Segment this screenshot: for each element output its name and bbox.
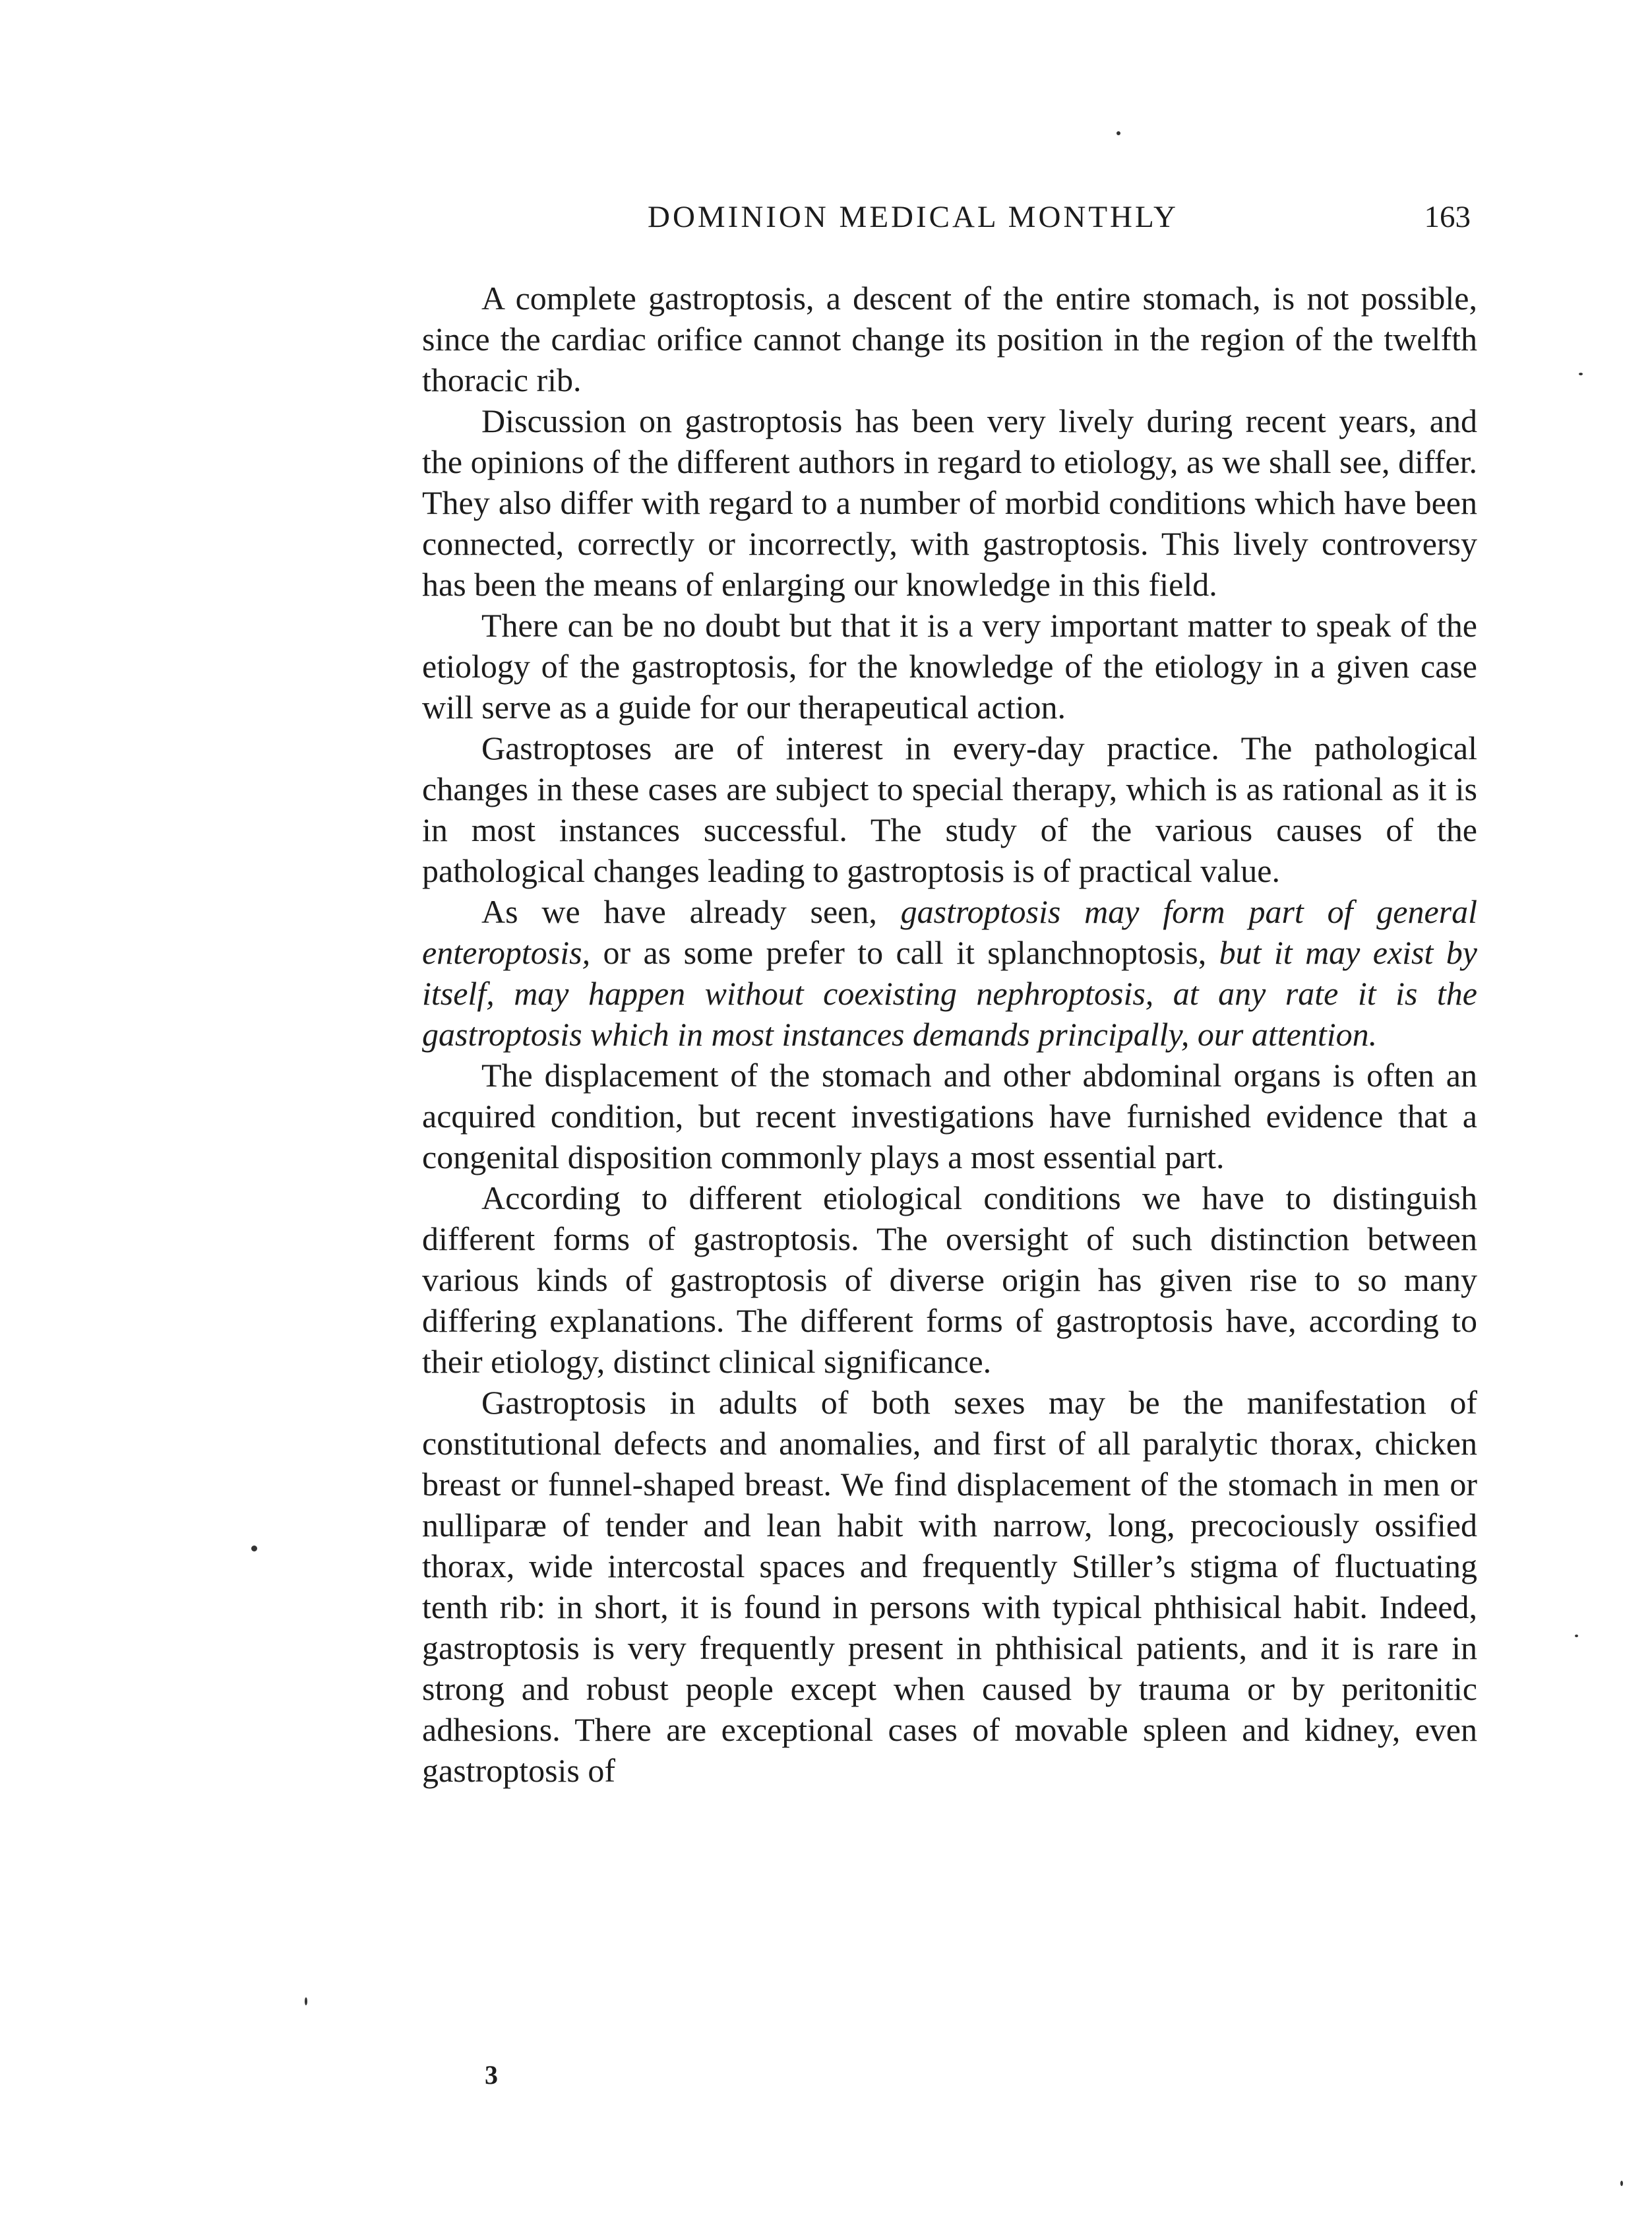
signature-mark: 3 [485,2060,498,2090]
scan-speck [1575,1635,1578,1637]
paragraph-5-italic-b: but it may exist by itself, may happen without coexisting nephroptosis, at any rate it is the gastroptosis which in most instances demands principally, our attention. [422,934,1477,1053]
page-number: 163 [1424,200,1471,234]
paragraph-5 [422,891,1477,1055]
scan-speck [1620,2181,1623,2186]
paragraph-7: According to different etiological conditions we have to distinguish different forms of gastroptosis. The oversight of such distinction between various kinds of gastroptosis of diverse origin has given rise to so many differing explanations. The different forms of gastroptosis have, according to their etiology, distinct clinical significance. [422,1179,1477,1380]
paragraph-4: Gastroptoses are of interest in every-day practice. The pathological changes in these cases are subject to special therapy, which is as rational as it is in most instances successful. The study of the various causes of the pathological changes leading to gastroptosis is of practical value. [422,730,1477,889]
running-title: DOMINION MEDICAL MONTHLY [648,200,1178,234]
paragraph-5-italic-a: gastroptosis may form part of general enteroptosis, [422,893,1478,971]
scan-speck [1579,373,1583,375]
paragraph-2: Discussion on gastroptosis has been very lively during recent years, and the opinions of the different authors in regard to etiology, as we shall see, differ. They also differ with regard to a number of morbid conditions which have been connected, correctly or incorrectly, with gastroptosis. This lively controversy has been the means of enlarging our knowledge in this field. [422,402,1477,603]
page-header [422,199,1477,252]
paragraph-8: Gastroptosis in adults of both sexes may be the manifestation of constitutional defects and anomalies, and first of all paralytic thorax, chicken breast or funnel-shaped breast. We find displacement of the stomach in men or nulliparæ of tender and lean habit with narrow, long, precociously ossified thorax, wide intercostal spaces and frequently Stiller’s stigma of fluctuating tenth rib: in short, it is found in persons with typical phthisical habit. Indeed, gastroptosis is very frequently present in phthisical patients, and it is rare in strong and robust people except when caused by trauma or by peritonitic adhesions. There are exceptional cases of movable spleen and kidney, even gastroptosis of [422,1384,1477,1789]
scan-speck [251,1546,257,1551]
paragraph-1: A complete gastroptosis, a descent of the entire stomach, is not possible, since the cardiac orifice cannot change its position in the region of the twelfth thoracic rib. [422,280,1477,398]
paragraph-6: The displacement of the stomach and other abdominal organs is often an acquired condition, but recent investigations have furnished evidence that a congenital disposition commonly plays a most essential part. [422,1057,1477,1175]
body-text [422,278,1477,1791]
paragraph-3: There can be no doubt but that it is a very important matter to speak of the etiology of the gastroptosis, for the knowledge of the etiology in a given case will serve as a guide for our therapeutical action. [422,607,1477,726]
scan-speck [1117,131,1120,135]
paragraph-5-text-a: As we have already seen, [481,893,901,930]
paragraph-5-text-b: or as some prefer to call it splanchnoptosis, [590,934,1219,971]
scan-speck [305,1997,307,2005]
